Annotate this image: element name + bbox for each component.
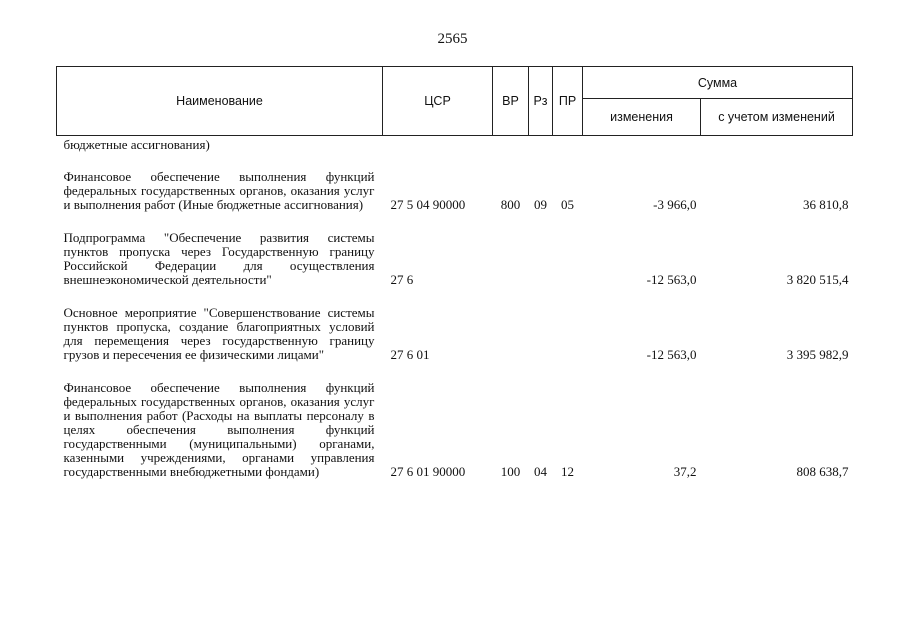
row-rz: 09 bbox=[534, 197, 547, 212]
header-csr: ЦСР bbox=[383, 67, 493, 136]
row-csr bbox=[383, 136, 493, 157]
row-vr bbox=[493, 217, 529, 292]
row-vr bbox=[493, 292, 529, 367]
header-row-top bbox=[57, 67, 853, 99]
row-total: 808 638,7 bbox=[796, 464, 849, 479]
header-pr: ПР bbox=[553, 67, 583, 136]
row-total: 3 820 515,4 bbox=[786, 272, 849, 287]
header-sum: Сумма bbox=[583, 67, 853, 99]
row-rz bbox=[529, 136, 553, 157]
row-rz bbox=[529, 292, 553, 367]
row-pr: 12 bbox=[561, 464, 574, 479]
row-name: бюджетные ассигнования) bbox=[63, 137, 210, 152]
header-changes: изменения bbox=[583, 99, 701, 136]
row-total: 36 810,8 bbox=[803, 197, 849, 212]
row-total: 3 395 982,9 bbox=[786, 347, 849, 362]
table-row bbox=[57, 217, 853, 292]
row-pr bbox=[553, 292, 583, 367]
row-pr bbox=[553, 217, 583, 292]
row-change: -12 563,0 bbox=[646, 272, 697, 287]
table-row bbox=[57, 367, 853, 484]
row-vr: 800 bbox=[500, 197, 521, 212]
row-change: -12 563,0 bbox=[646, 347, 697, 362]
row-csr: 27 6 bbox=[390, 272, 414, 287]
header-name: Наименование bbox=[57, 67, 383, 136]
row-rz: 04 bbox=[534, 464, 547, 479]
row-name: Основное мероприятие "Совершенствование системы пунктов пропуска, создание благоприятных условий для перемещения через государственную границу грузов и пересечения ее физическими лицами" bbox=[63, 305, 375, 362]
row-rz bbox=[529, 217, 553, 292]
row-vr bbox=[493, 136, 529, 157]
row-pr: 05 bbox=[561, 197, 574, 212]
row-change: 37,2 bbox=[673, 464, 697, 479]
row-vr: 100 bbox=[500, 464, 521, 479]
budget-table bbox=[56, 66, 853, 484]
row-pr bbox=[553, 136, 583, 157]
row-csr: 27 5 04 90000 bbox=[390, 197, 466, 212]
row-name: Финансовое обеспечение выполнения функций федеральных государственных органов, оказания услуг и выполнения работ (Иные бюджетные ассигнования) bbox=[63, 169, 375, 212]
table-row bbox=[57, 292, 853, 367]
row-change bbox=[583, 136, 701, 157]
row-name: Подпрограмма "Обеспечение развития системы пунктов пропуска через Государственную границу Российской Федерации для осуществления внешнеэкономической деятельности" bbox=[63, 230, 375, 287]
table-row bbox=[57, 136, 853, 157]
row-change: -3 966,0 bbox=[653, 197, 697, 212]
header-with-changes: с учетом изменений bbox=[701, 99, 853, 136]
row-name: Финансовое обеспечение выполнения функций федеральных государственных органов, оказания услуг и выполнения работ (Расходы на выплаты персоналу в целях обеспечения выполнения функций государственными (муниципальными) органами, казенными учреждениями, органами управления государственными внебюджетными фондами) bbox=[63, 380, 375, 479]
row-csr: 27 6 01 90000 bbox=[390, 464, 466, 479]
header-vr: ВР bbox=[493, 67, 529, 136]
table-row bbox=[57, 156, 853, 217]
page-number: 2565 bbox=[437, 31, 468, 47]
row-total bbox=[701, 136, 853, 157]
row-csr: 27 6 01 bbox=[390, 347, 430, 362]
header-rz: Рз bbox=[529, 67, 553, 136]
